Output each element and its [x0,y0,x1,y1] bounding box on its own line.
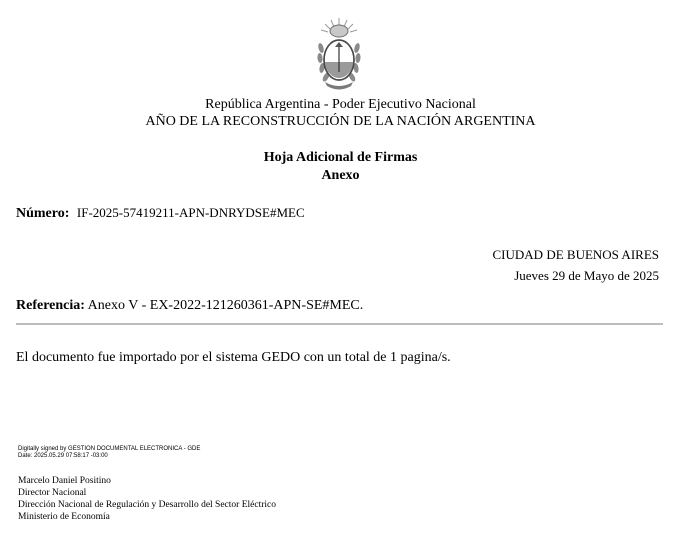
coat-of-arms-icon [315,16,363,92]
body-text: El documento fue importado por el sistema GEDO con un total de 1 pagina/s. [16,350,451,365]
numero-value: IF-2025-57419211-APN-DNRYDSE#MEC [76,205,305,220]
header-line-2: AÑO DE LA RECONSTRUCCIÓN DE LA NACIÓN ARGENTINA [145,114,536,129]
signature-signed-by: Digitally signed by GESTION DOCUMENTAL ELECTRONICA - GDE [18,446,201,452]
city: CIUDAD DE BUENOS AIRES [492,247,659,262]
referencia-label: Referencia: [16,298,85,313]
place-and-date [493,244,659,286]
letterhead [0,96,681,130]
title-line-1: Hoja Adicional de Firmas [263,150,418,165]
document-number [16,205,305,222]
referencia-value: Anexo V - EX-2022-121260361-APN-SE#MEC. [87,298,364,313]
document-title [0,149,681,185]
reference [16,298,363,314]
signer-name: Marcelo Daniel Positino [18,476,111,486]
signer-block [18,475,276,523]
divider [16,323,663,325]
signer-ministry: Ministerio de Economía [18,512,110,522]
date: Jueves 29 de Mayo de 2025 [514,268,659,283]
header-line-1: República Argentina - Poder Ejecutivo Nacional [205,97,476,112]
signer-office: Dirección Nacional de Regulación y Desarrollo del Sector Eléctrico [18,500,276,510]
digital-signature-stamp [18,446,200,460]
signature-date: Date: 2025.05.29 07:58:17 -03:00 [18,453,108,459]
numero-label: Número: [16,206,70,221]
title-line-2: Anexo [321,168,360,183]
signer-role: Director Nacional [18,488,87,498]
